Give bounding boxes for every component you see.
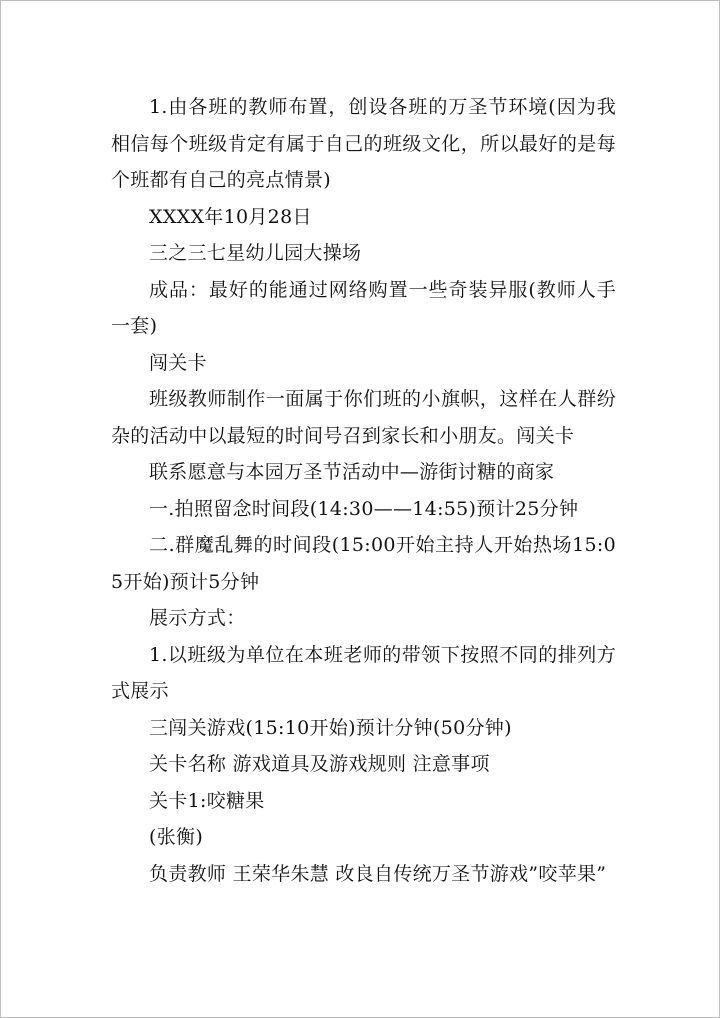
paragraph-class-flag: 班级教师制作一面属于你们班的小旗帜，这样在人群纷杂的活动中以最短的时间号召到家长和小朋友。闯关卡 (111, 388, 616, 447)
paragraph-location: 三之三七星幼儿园大操场 (149, 242, 362, 264)
paragraph-monster-dance: 二.群魔乱舞的时间段(15:00开始主持人开始热场15:05开始)预计5分钟 (111, 534, 616, 593)
paragraph-zhang-heng: (张衡) (149, 826, 204, 848)
paragraph-merchants: 联系愿意与本园万圣节活动中—游街讨糖的商家 (149, 461, 555, 483)
paragraph-game-time: 三闯关游戏(15:10开始)预计分钟(50分钟) (149, 716, 512, 739)
paragraph-photo-session: 一.拍照留念时间段(14:30——14:55)预计25分钟 (149, 497, 579, 520)
paragraph-date: XXXX年10月28日 (149, 205, 312, 228)
paragraph-setup-classroom: 1.由各班的教师布置，创设各班的万圣节环境(因为我相信每个班级肯定有属于自己的班级文化，所以最好的是每个班都有自己的亮点情景) (111, 96, 616, 191)
paragraph-costumes: 成品：最好的能通过网络购置一些奇装异服(教师人手一套) (111, 278, 616, 337)
paragraph-class-display: 1.以班级为单位在本班老师的带领下按照不同的排列方式展示 (111, 643, 616, 702)
document-body (111, 89, 616, 892)
paragraph-pass-card: 闯关卡 (149, 351, 207, 374)
paragraph-display-method: 展示方式： (149, 607, 246, 629)
paragraph-table-headers: 关卡名称 游戏道具及游戏规则 注意事项 (149, 753, 490, 775)
paragraph-level-one: 关卡1:咬糖果 (149, 789, 265, 812)
paragraph-teachers: 负责教师 王荣华朱慧 改良自传统万圣节游戏”咬苹果” (149, 862, 607, 885)
